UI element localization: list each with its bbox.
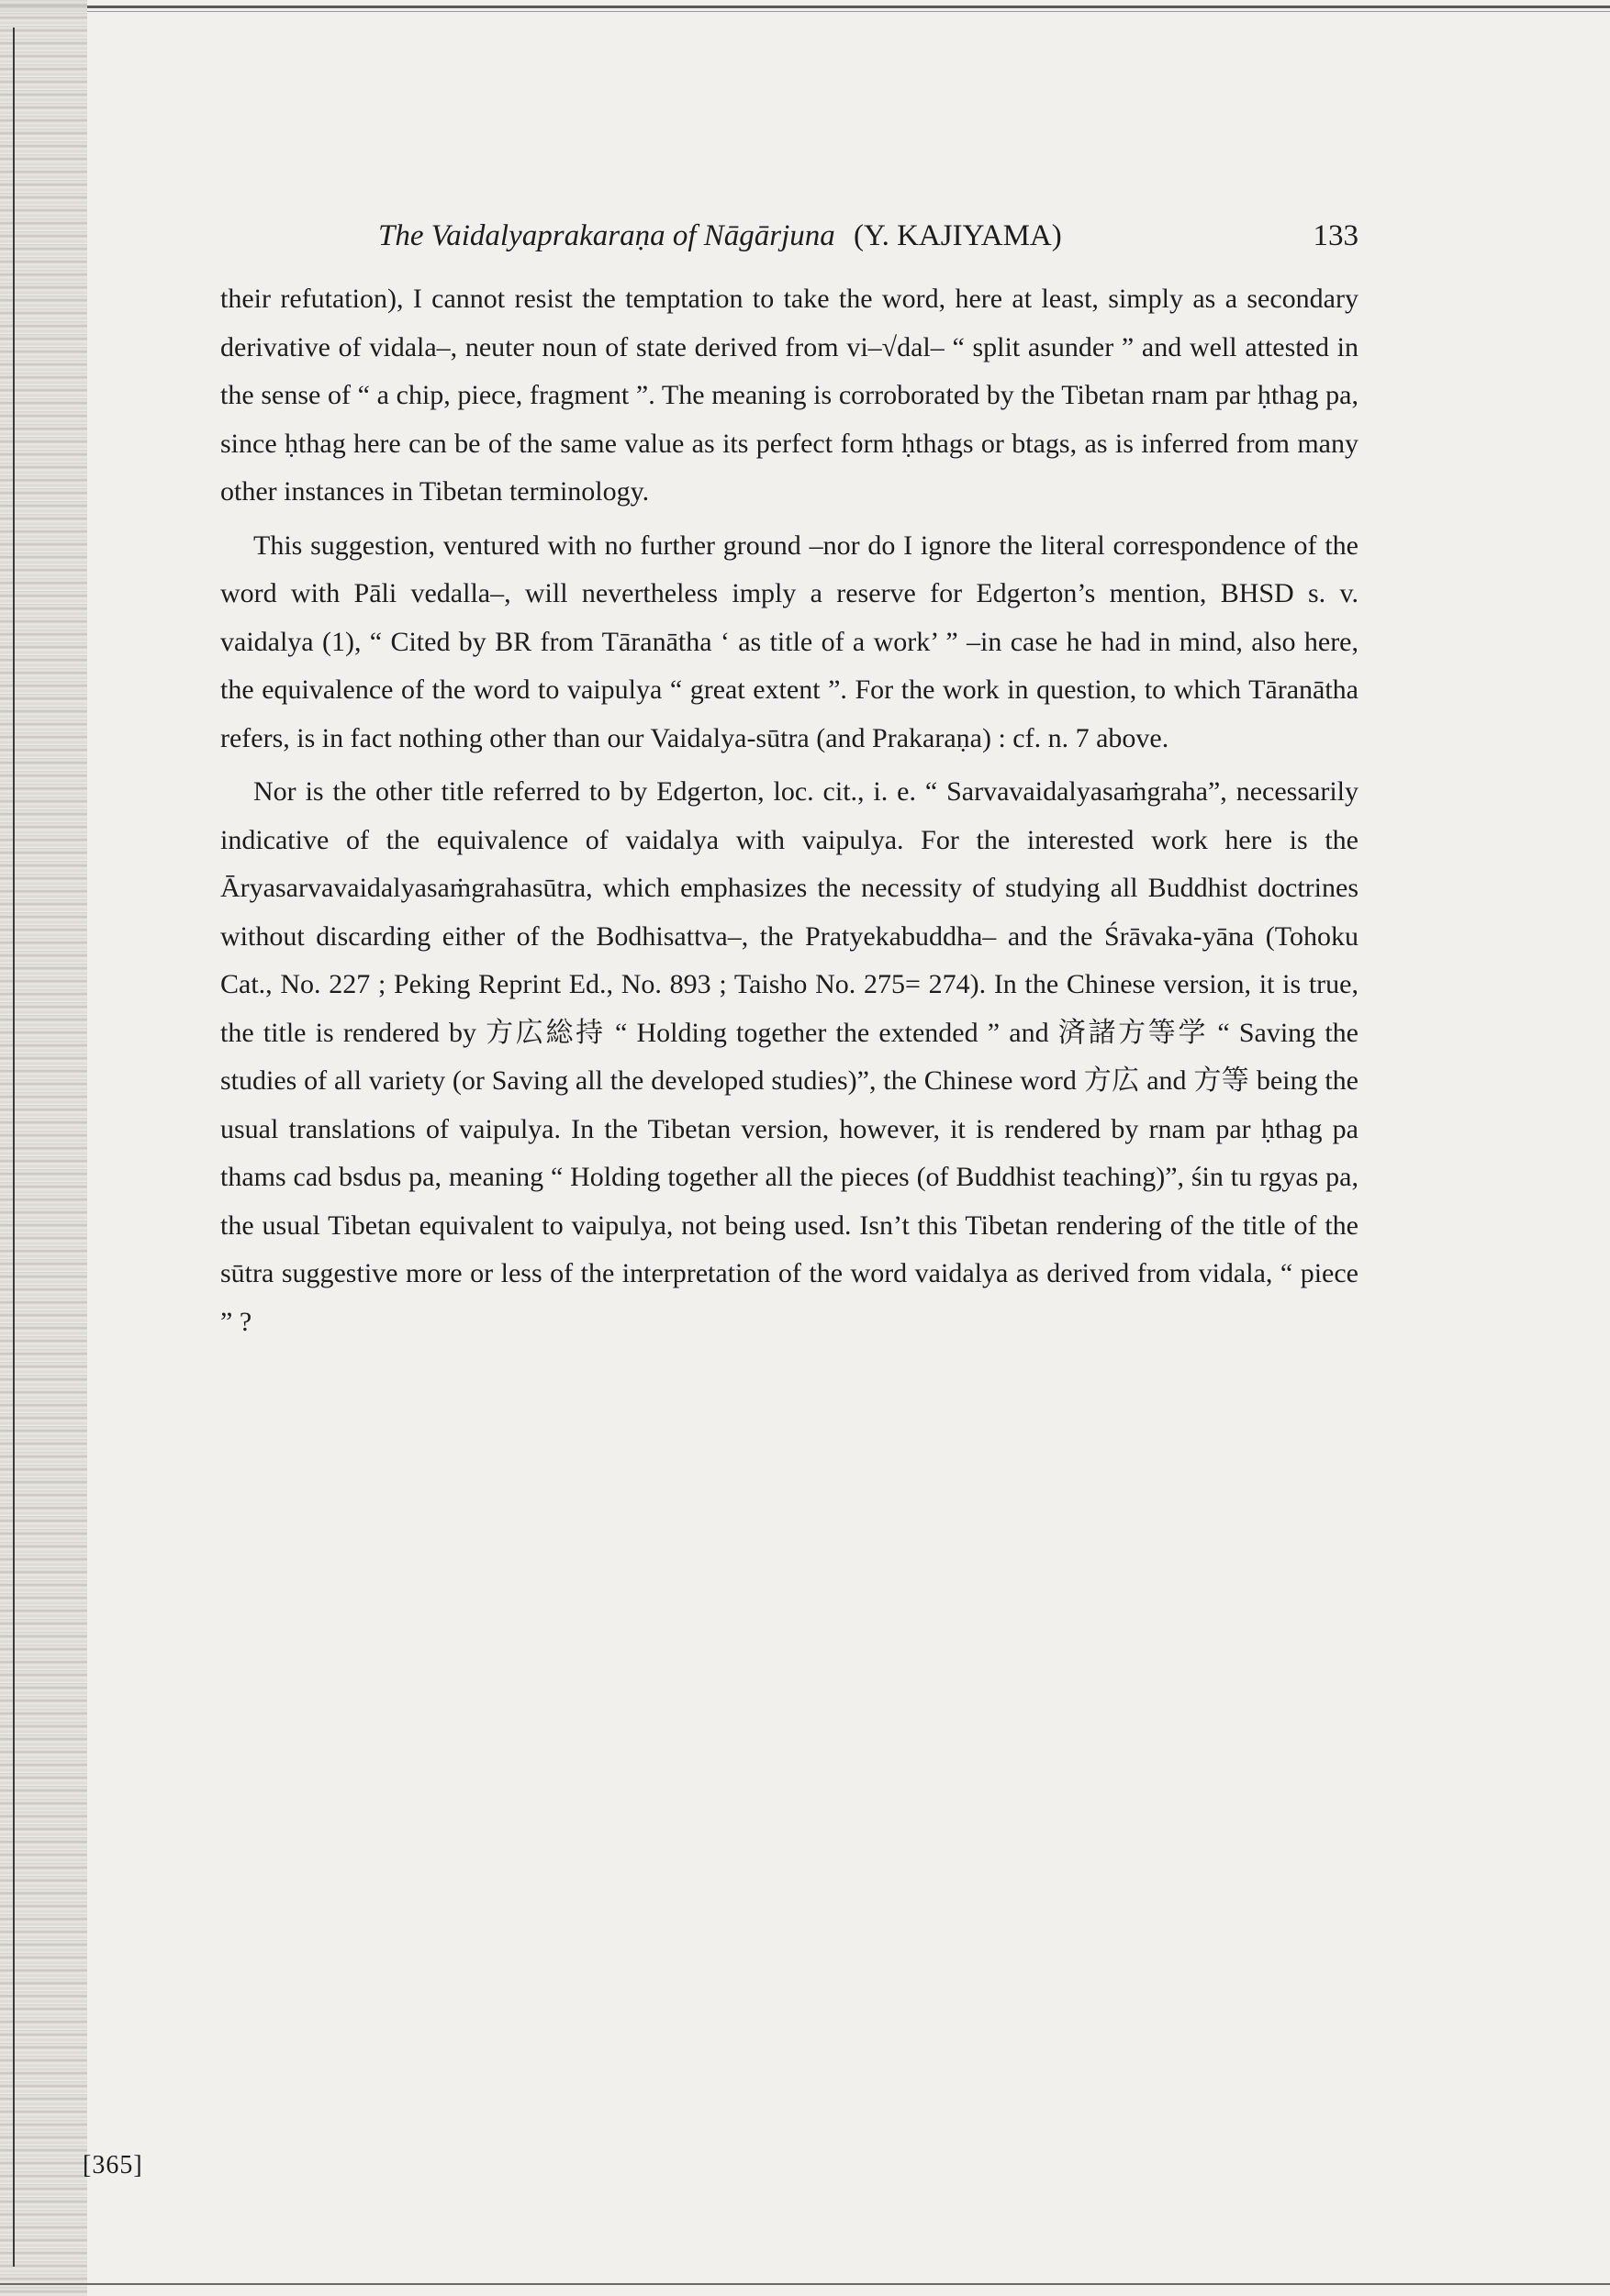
top-rule [0, 6, 1610, 8]
page-number: 133 [1313, 219, 1358, 252]
paragraph-2: This suggestion, ventured with no further ground –nor do I ignore the literal correspondence of the word with Pāli vedalla–, will nevertheless imply a reserve for Edgerton’s mention, BHSD s. v. vaidalya (1), “ Cited by BR from Tāranātha ‘ as title of a work’ ” –in case he had in mind, also here, the equivalence of the word to vaipulya “ great extent ”. For the work in question, to which Tāranātha refers, is in fact nothing other than our Vaidalya-sūtra (and Prakaraṇa) : cf. n. 7 above. [220, 529, 1358, 753]
running-title: The Vaidalyaprakaraṇa of Nāgārjuna [378, 219, 835, 252]
body-text [220, 275, 1358, 1352]
paragraph-3: Nor is the other title referred to by Edgerton, loc. cit., i. e. “ Sarvavaidalyasaṁgraha”, necessarily indicative of the equivalence of vaidalya with vaipulya. For the interested work here is the Āryasarvavaidalyasaṁgrahasūtra, which emphasizes the necessity of studying all Buddhist doctrines without discarding either of the Bodhisattva–, the Pratyekabuddha– and the Śrāvaka-yāna (Tohoku Cat., No. 227 ; Peking Reprint Ed., No. 893 ; Taisho No. 275= 274). In the Chinese version, it is true, the title is rendered by 方広総持 “ Holding together the extended ” and 済諸方等学 “ Saving the studies of all variety (or Saving all the developed studies)”, the Chinese word 方広 and 方等 being the usual translations of vaipulya. In the Tibetan version, however, it is rendered by rnam par ḥthag pa thams cad bsdus pa, meaning “ Holding together all the pieces (of Buddhist teaching)”, śin tu rgyas pa, the usual Tibetan equivalent to vaipulya, not being used. Isn’t this Tibetan rendering of the title of the sūtra suggestive more or less of the interpretation of the word vaidalya as derived from vidala, “ piece ” ? [220, 776, 1358, 1337]
bottom-rule [0, 2283, 1610, 2285]
top-rule-thin [0, 11, 1610, 12]
paragraph-1: their refutation), I cannot resist the temptation to take the word, here at least, simply as a secondary derivative of vidala–, neuter noun of state derived from vi–√dal– “ split asunder ” and well attested in the sense of “ a chip, piece, fragment ”. The meaning is corroborated by the Tibetan rnam par ḥthag pa, since ḥthag here can be of the same value as its perfect form ḥthags or btags, as is inferred from many other instances in Tibetan terminology. [220, 284, 1358, 507]
running-header [378, 213, 1358, 259]
binding-edge [13, 28, 15, 2267]
running-author: (Y. KAJIYAMA) [854, 219, 1062, 252]
folio-number: [365] [83, 2151, 143, 2179]
